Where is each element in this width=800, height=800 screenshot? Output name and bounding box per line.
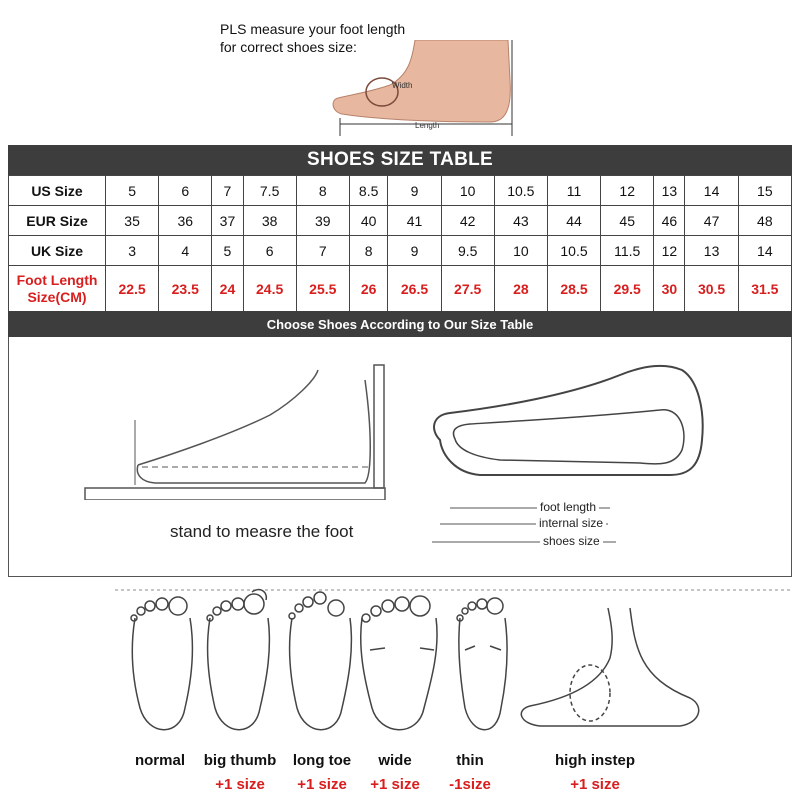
stand-measure-illustration [80, 360, 400, 500]
size-cell: 4 [159, 236, 212, 266]
size-cell: 6 [243, 236, 296, 266]
width-label: Width [392, 81, 413, 90]
shoe-illustration [420, 355, 720, 485]
size-cell: 45 [601, 206, 654, 236]
size-cell: 39 [296, 206, 349, 236]
size-cell: 10 [441, 176, 494, 206]
foot-length-cell: 24 [212, 266, 243, 312]
foot-length-cell: 26 [349, 266, 388, 312]
foot-length-cell: 28.5 [547, 266, 600, 312]
foot-length-cell: 29.5 [601, 266, 654, 312]
size-row [9, 176, 792, 206]
size-cell: 3 [106, 236, 159, 266]
size-cell: 15 [738, 176, 791, 206]
size-cell: 40 [349, 206, 388, 236]
size-cell: 35 [106, 206, 159, 236]
foot-length-cell: 28 [494, 266, 547, 312]
size-row [9, 206, 792, 236]
size-cell: 10.5 [547, 236, 600, 266]
foot-type-mod-thin: -1size [449, 776, 491, 793]
normal-foot-icon [131, 597, 192, 730]
foot-length-cell: 30 [654, 266, 685, 312]
size-cell: 5 [212, 236, 243, 266]
big-thumb-foot-icon [207, 590, 269, 730]
size-cell: 10.5 [494, 176, 547, 206]
size-row-label: EUR Size [9, 206, 106, 236]
high-instep-foot-icon [521, 608, 698, 726]
size-cell: 10 [494, 236, 547, 266]
size-row [9, 236, 792, 266]
size-cell: 43 [494, 206, 547, 236]
size-cell: 48 [738, 206, 791, 236]
shoes-size-label: shoes size [540, 534, 603, 548]
foot-length-label-line1: Foot Length [16, 271, 98, 288]
foot-type-name-normal: normal [134, 752, 185, 769]
foot-length-label: foot length [537, 500, 599, 514]
size-cell: 36 [159, 206, 212, 236]
size-cell: 14 [685, 176, 738, 206]
foot-length-cell: 30.5 [685, 266, 738, 312]
foot-length-cell: 26.5 [388, 266, 441, 312]
size-cell: 5 [106, 176, 159, 206]
size-cell: 12 [601, 176, 654, 206]
size-cell: 11 [547, 176, 600, 206]
length-label: Length [415, 121, 440, 130]
size-cell: 44 [547, 206, 600, 236]
size-cell: 8 [296, 176, 349, 206]
foot-length-cell: 31.5 [738, 266, 791, 312]
thin-foot-icon [457, 598, 507, 730]
size-cell: 42 [441, 206, 494, 236]
size-row-label: UK Size [9, 236, 106, 266]
size-cell: 41 [388, 206, 441, 236]
foot-type-name-long-toe: long toe [292, 752, 352, 769]
internal-size-label: internal size [536, 516, 606, 530]
size-cell: 12 [654, 236, 685, 266]
foot-length-cell: 24.5 [243, 266, 296, 312]
foot-length-row-label [9, 266, 106, 312]
foot-length-row [9, 266, 792, 312]
foot-type-mod-big-thumb: +1 size [215, 776, 265, 793]
size-cell: 7.5 [243, 176, 296, 206]
size-cell: 8 [349, 236, 388, 266]
size-cell: 9 [388, 176, 441, 206]
foot-length-cell: 23.5 [159, 266, 212, 312]
foot-type-name-thin: thin [456, 752, 484, 769]
size-cell: 9.5 [441, 236, 494, 266]
size-table-subtitle: Choose Shoes According to Our Size Table [8, 311, 792, 337]
size-cell: 9 [388, 236, 441, 266]
size-cell: 47 [685, 206, 738, 236]
foot-length-cell: 22.5 [106, 266, 159, 312]
stand-caption: stand to measre the foot [170, 522, 354, 541]
foot-length-cell: 25.5 [296, 266, 349, 312]
foot-type-mod-long-toe: +1 size [297, 776, 347, 793]
size-cell: 8.5 [349, 176, 388, 206]
size-cell: 6 [159, 176, 212, 206]
size-table [8, 175, 792, 312]
foot-type-mod-wide: +1 size [370, 776, 420, 793]
size-cell: 7 [296, 236, 349, 266]
foot-types-illustration [110, 588, 790, 748]
size-cell: 11.5 [601, 236, 654, 266]
size-cell: 7 [212, 176, 243, 206]
size-cell: 13 [654, 176, 685, 206]
wide-foot-icon [361, 596, 437, 730]
size-cell: 37 [212, 206, 243, 236]
intro-line-1: PLS measure your foot length [220, 21, 406, 37]
size-cell: 14 [738, 236, 791, 266]
long-toe-foot-icon [289, 592, 351, 730]
foot-length-label-line2: Size(CM) [27, 288, 87, 305]
size-cell: 13 [685, 236, 738, 266]
size-cell: 38 [243, 206, 296, 236]
foot-measure-illustration [320, 40, 520, 150]
size-cell: 46 [654, 206, 685, 236]
foot-type-name-big-thumb: big thumb [203, 752, 277, 769]
intro-line-2: for correct shoes size: [220, 39, 357, 55]
foot-type-name-wide: wide [378, 752, 412, 769]
foot-type-name-high-instep: high instep [555, 752, 635, 769]
size-table-title: SHOES SIZE TABLE [8, 145, 792, 175]
foot-length-cell: 27.5 [441, 266, 494, 312]
size-row-label: US Size [9, 176, 106, 206]
foot-type-mod-high-instep: +1 size [570, 776, 620, 793]
